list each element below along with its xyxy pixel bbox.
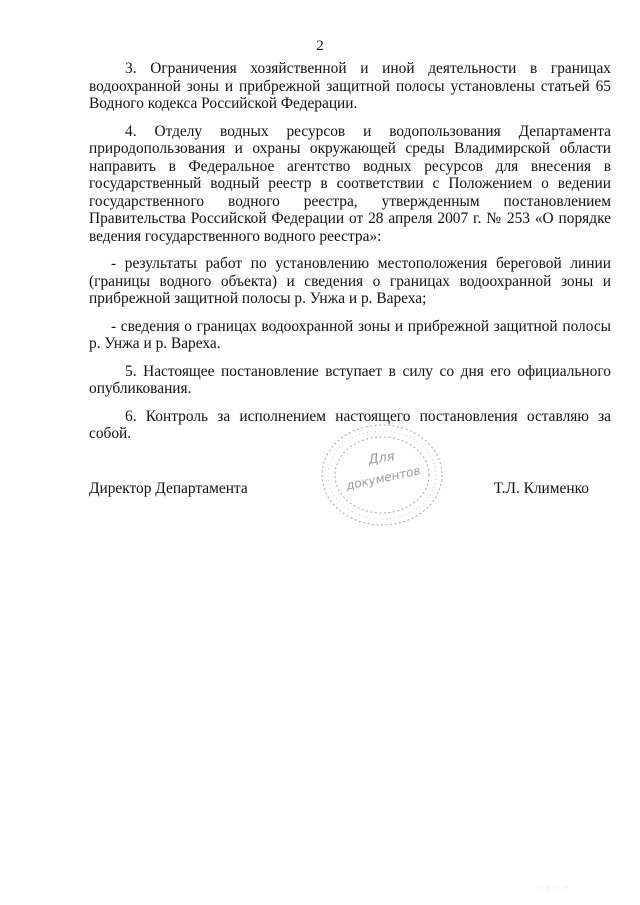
signature-block — [89, 480, 611, 500]
signatory-name: Т.Л. Клименко — [493, 480, 589, 497]
scan-artifact: · · · · — [537, 883, 570, 893]
paragraph-3: 3. Ограничения хозяйственной и иной деятельности в границах водоохранной зоны и прибрежной защитной полосы установлены статьей 65 Водного кодекса Российской Федерации. — [89, 60, 611, 112]
paragraph-6: 6. Контроль за исполнением настоящего постановления оставляю за собой. — [89, 407, 611, 442]
signatory-position: Директор Департамента — [89, 480, 248, 497]
page-number: 2 — [316, 38, 324, 54]
seal-stamp — [318, 420, 446, 530]
list-item-results: - результаты работ по установлению местоположения береговой линии (границы водного объекта) и сведения о границах водоохранной зоны и прибрежной защитной полосы р. Унжа и р. Вареха; — [89, 255, 611, 307]
document-body — [89, 60, 611, 453]
paragraph-5: 5. Настоящее постановление вступает в силу со дня его официального опубликования. — [89, 362, 611, 397]
paragraph-4: 4. Отделу водных ресурсов и водопользования Департамента природопользования и охраны окружающей среды Владимирской области направить в Федеральное агентство водных ресурсов для внесения в государственный водный реестр в соответствии с Положением о ведении государственного водного реестра, утвержденным постановлением Правительства Российской Федерации от 28 апреля 2007 г. № 253 «О порядке ведения государственного водного реестра»: — [89, 122, 611, 245]
stamp-text-bottom: документов — [344, 463, 422, 493]
list-item-boundaries: - сведения о границах водоохранной зоны и прибрежной защитной полосы р. Унжа и р. Вареха. — [89, 317, 611, 352]
stamp-text-top: Для — [367, 449, 396, 468]
